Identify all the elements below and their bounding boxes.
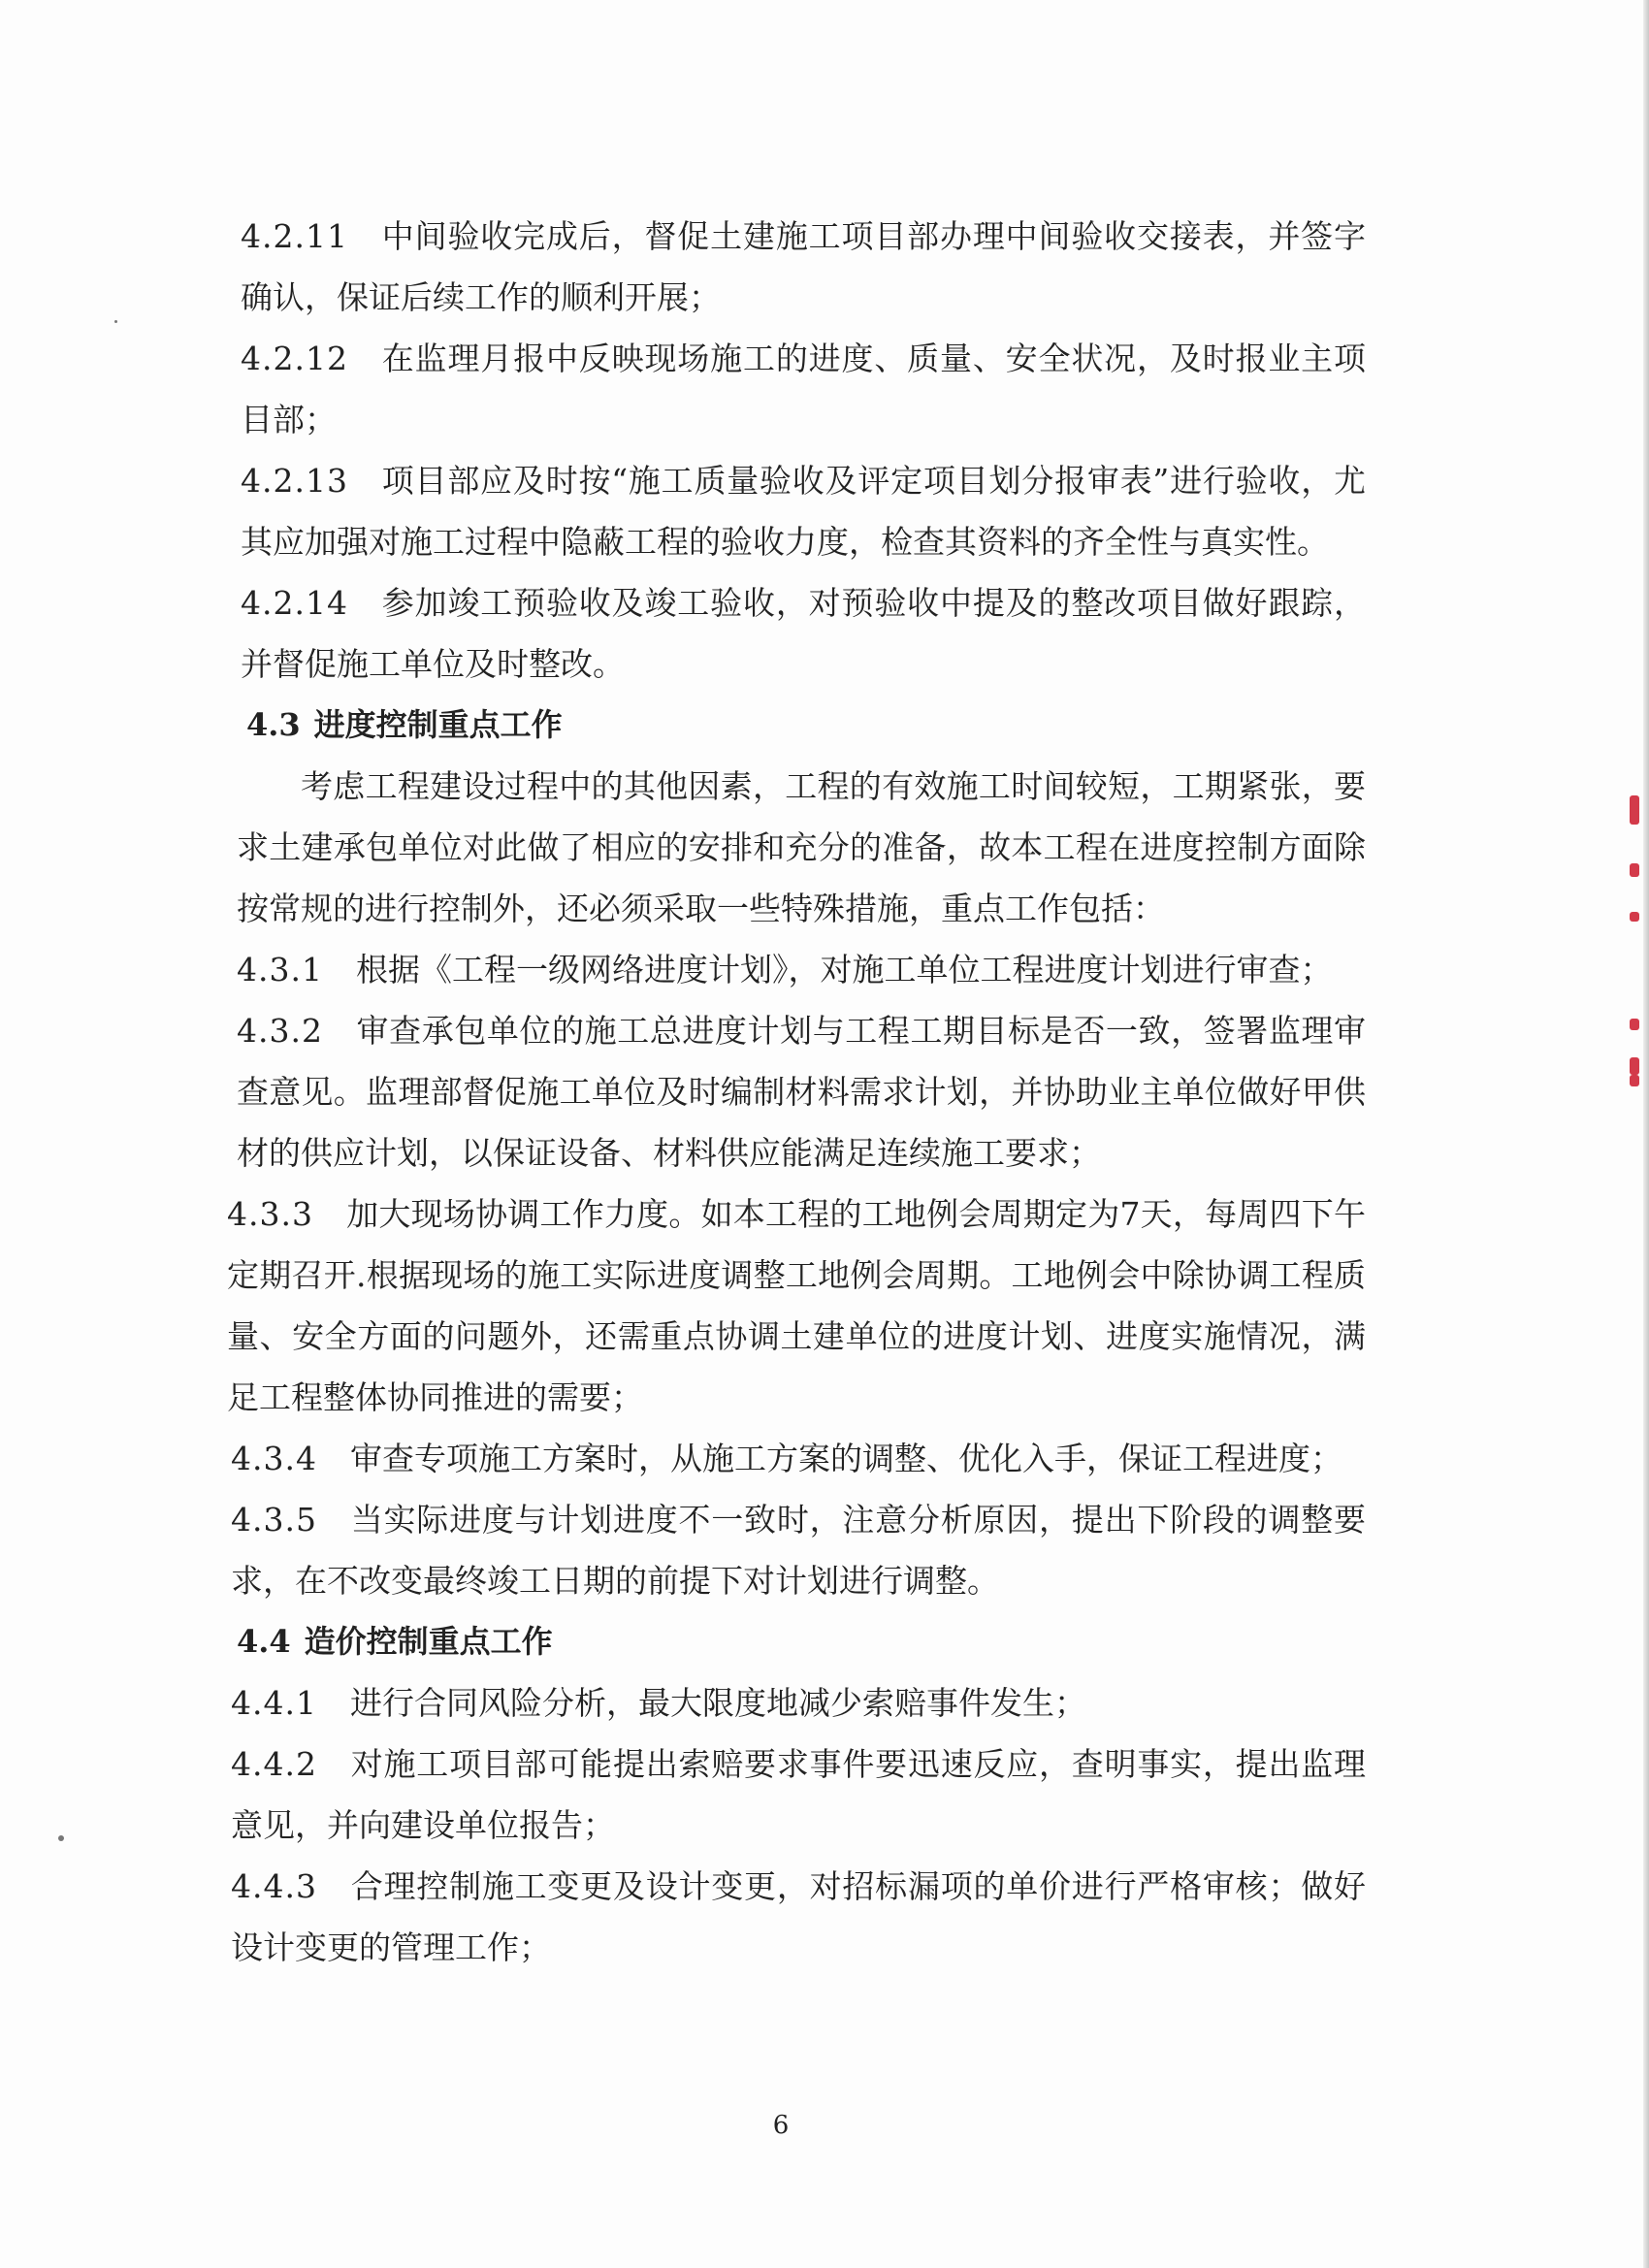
clause-text: 对施工项目部可能提出索赔要求事件要迅速反应，查明事实，提出监理意见，并向建设单位报告； [231, 1745, 1366, 1844]
clause-4-4-2 [231, 1733, 1366, 1856]
clause-number: 4.3.5 [231, 1501, 317, 1539]
clause-4-2-11 [241, 206, 1366, 328]
clause-4-3-4 [231, 1428, 1366, 1489]
clause-text: 进行合同风险分析，最大限度地减少索赔事件发生； [349, 1684, 1086, 1722]
section-title: 造价控制重点工作 [304, 1623, 553, 1660]
clause-4-2-12 [241, 328, 1366, 450]
section-heading-4-4 [231, 1611, 1366, 1672]
section-number: 4.4 [237, 1623, 291, 1660]
clause-text: 参加竣工预验收及竣工验收，对预验收中提及的整改项目做好跟踪，并督促施工单位及时整改。 [241, 584, 1366, 683]
clause-number: 4.2.13 [241, 462, 348, 500]
seal-edge-mark [1630, 1057, 1639, 1075]
section-intro-4-3: 考虑工程建设过程中的其他因素，工程的有效施工时间较短，工期紧张，要求土建承包单位对此做了相应的安排和充分的准备，故本工程在进度控制方面除按常规的进行控制外，还必须采取一些特殊措施，重点工作包括： [237, 767, 1366, 927]
document-body [227, 206, 1366, 1978]
clause-number: 4.3.1 [237, 951, 323, 988]
clause-4-2-13 [241, 450, 1366, 572]
clause-text: 合理控制施工变更及设计变更，对招标漏项的单价进行严格审核；做好设计变更的管理工作； [231, 1867, 1366, 1966]
clause-4-3-5 [231, 1489, 1366, 1611]
seal-edge-mark [1630, 863, 1639, 877]
seal-edge-mark [1630, 795, 1639, 825]
clause-number: 4.4.2 [231, 1745, 317, 1783]
clause-number: 4.3.2 [237, 1012, 323, 1050]
seal-edge-mark [1630, 912, 1639, 922]
seal-edge-mark [1630, 1019, 1639, 1030]
section-title: 进度控制重点工作 [313, 706, 563, 743]
clause-4-4-3 [231, 1856, 1366, 1978]
clause-number: 4.2.14 [241, 584, 348, 622]
clause-text: 中间验收完成后，督促土建施工项目部办理中间验收交接表，并签字确认，保证后续工作的顺利开展； [241, 217, 1366, 316]
clause-number: 4.2.12 [241, 340, 348, 377]
clause-text: 加大现场协调工作力度。如本工程的工地例会周期定为7天，每周四下午定期召开.根据现场的施工实际进度调整工地例会周期。工地例会中除协调工程质量、安全方面的问题外，还需重点协调土建单位的进度计划、进度实施情况，满足工程整体协同推进的需要； [227, 1195, 1366, 1416]
section-number: 4.3 [246, 706, 301, 743]
clause-4-3-1 [237, 939, 1366, 1000]
clause-4-3-2 [237, 1000, 1366, 1183]
clause-text: 根据《工程一级网络进度计划》，对施工单位工程进度计划进行审查； [355, 951, 1333, 988]
clause-text: 当实际进度与计划进度不一致时，注意分析原因，提出下阶段的调整要求，在不改变最终竣工日期的前提下对计划进行调整。 [231, 1501, 1366, 1600]
clause-text: 审查承包单位的施工总进度计划与工程工期目标是否一致，签署监理审查意见。监理部督促施工单位及时编制材料需求计划，并协助业主单位做好甲供材的供应计划，以保证设备、材料供应能满足连续施工要求； [237, 1012, 1366, 1172]
page-edge-shadow [1643, 0, 1649, 2268]
clause-text: 项目部应及时按“施工质量验收及评定项目划分报审表”进行验收，尤其应加强对施工过程中隐蔽工程的验收力度，检查其资料的齐全性与真实性。 [241, 462, 1366, 561]
clause-number: 4.2.11 [241, 217, 348, 255]
clause-number: 4.4.1 [231, 1684, 317, 1722]
clause-number: 4.3.4 [231, 1440, 317, 1477]
clause-text: 审查专项施工方案时，从施工方案的调整、优化入手，保证工程进度； [349, 1440, 1342, 1477]
clause-4-4-1 [231, 1672, 1366, 1733]
scan-speck [114, 320, 117, 323]
scan-speck [58, 1835, 64, 1841]
page-number: 6 [772, 2111, 790, 2140]
clause-4-2-14 [241, 572, 1366, 695]
clause-text: 在监理月报中反映现场施工的进度、质量、安全状况，及时报业主项目部； [241, 340, 1366, 438]
clause-4-3-3 [227, 1183, 1366, 1428]
seal-edge-mark [1630, 1075, 1639, 1086]
clause-number: 4.4.3 [231, 1867, 317, 1905]
section-heading-4-3 [241, 695, 1366, 756]
clause-number: 4.3.3 [227, 1195, 313, 1233]
